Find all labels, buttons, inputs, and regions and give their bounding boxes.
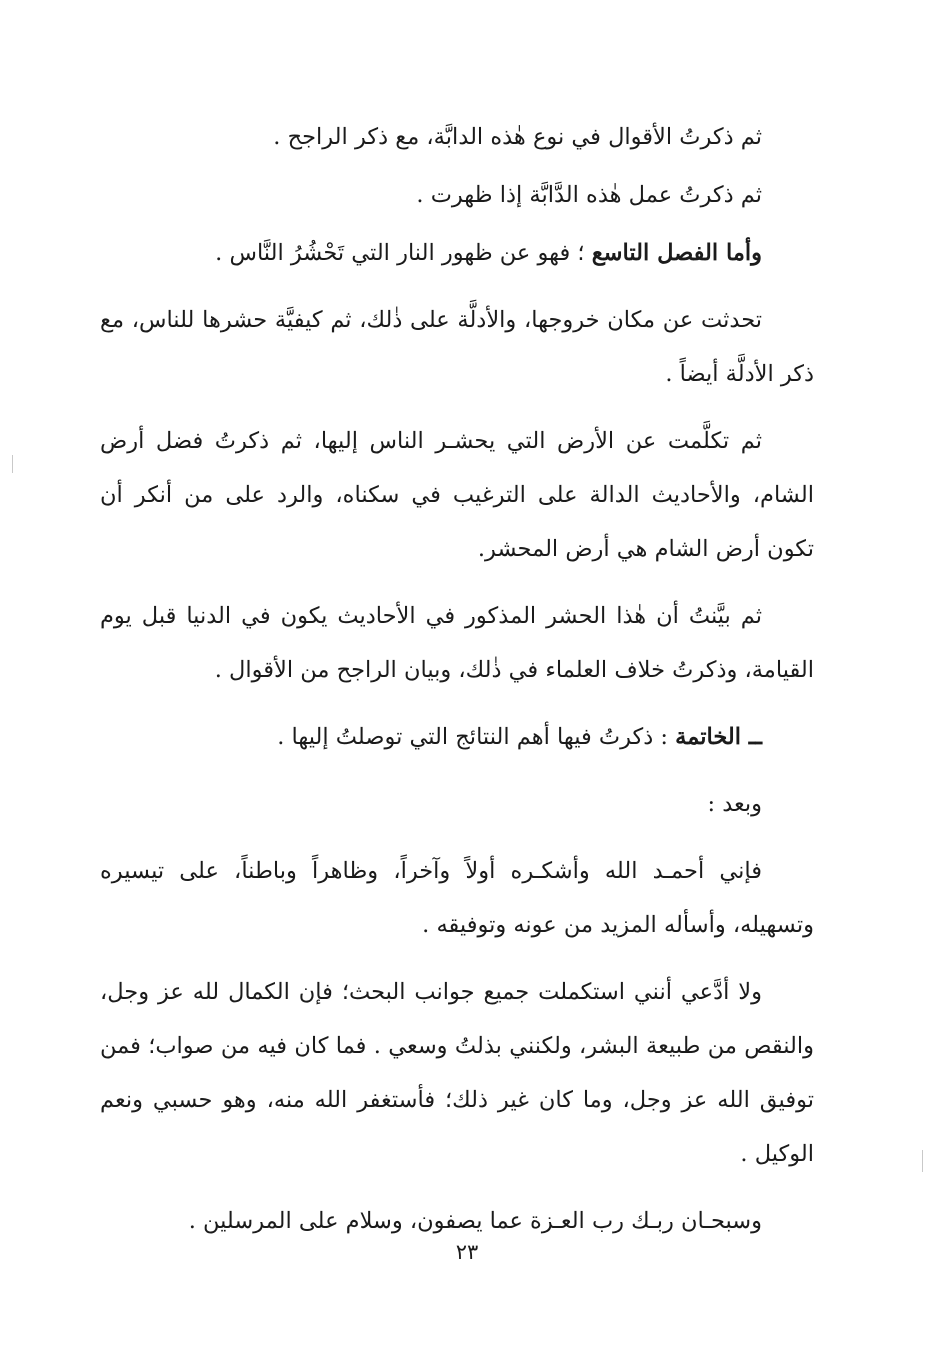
scan-edge-mark — [12, 455, 13, 473]
page-number: ٢٣ — [455, 1240, 479, 1264]
paragraph-praise — [100, 844, 814, 952]
paragraph-land-of-gathering — [100, 414, 814, 576]
paragraph-text: ثم بيَّنتُ أن هٰذا الحشر المذكور في الأحاديث يكون في الدنيا قبل يوم القيامة، وذكرتُ خلاف العلماء في ذٰلك، وبيان الراجح من الأقوال . — [100, 603, 814, 683]
paragraph-chapter-nine — [100, 226, 814, 280]
paragraph-text: ثم ذكرتُ الأقوال في نوع هٰذه الدابَّة، مع ذكر الراجح . — [273, 124, 762, 150]
paragraph-conclusion — [100, 710, 814, 764]
paragraph-humility — [100, 965, 814, 1181]
paragraph-text: وسبحـان ربـك رب العـزة عما يصفون، وسلام على المرسلين . — [188, 1208, 762, 1234]
paragraph-text: وبعد : — [707, 791, 762, 817]
scan-edge-mark — [922, 1150, 923, 1172]
paragraph-text: ثم تكلَّمت عن الأرض التي يحشـر الناس إليها، ثم ذكرتُ فضل أرض الشام، والأحاديث الدالة على الترغيب في سكناه، والرد على من أنكر أن تكون أرض الشام هي أرض المحشر. — [100, 428, 814, 562]
paragraph-text: ؛ فهو عن ظهور النار التي تَحْشُرُ النَّاس . — [215, 240, 585, 266]
paragraph-text: تحدثت عن مكان خروجها، والأدلَّة على ذٰلك، ثم كيفيَّة حشرها للناس، مع ذكر الأدلَّة أيضاً . — [100, 307, 814, 387]
paragraph-text: : ذكرتُ فيها أهم النتائج التي توصلتُ إليها . — [277, 724, 668, 750]
conclusion-heading: ــ الخاتمة — [675, 724, 762, 750]
chapter-heading: وأما الفصل التاسع — [591, 240, 762, 266]
paragraph-text: ثم ذكرتُ عمل هٰذه الدَّابَّة إذا ظهرت . — [416, 182, 762, 208]
paragraph-gathering-in-dunya — [100, 589, 814, 697]
page-body — [100, 110, 814, 1261]
paragraph-wa-baad — [100, 777, 814, 831]
paragraph-dabba-work — [100, 168, 814, 222]
paragraph-dabba-types — [100, 110, 814, 164]
paragraph-fire-exit — [100, 293, 814, 401]
paragraph-text: فإني أحمـد الله وأشكـره أولاً وآخراً، وظاهراً وباطناً، على تيسيره وتسهيله، وأسأله المزيد من عونه وتوفيقه . — [100, 858, 814, 938]
paragraph-text: ولا أدَّعي أنني استكملت جميع جوانب البحث؛ فإن الكمال لله عز وجل، والنقص من طبيعة البشر، ولكنني بذلتُ وسعي . فما كان فيه من صواب؛ فمن توفيق الله عز وجل، وما كان غير ذلك؛ فأستغفر الله منه، وهو حسبي ونعم الوكيل . — [100, 979, 814, 1167]
